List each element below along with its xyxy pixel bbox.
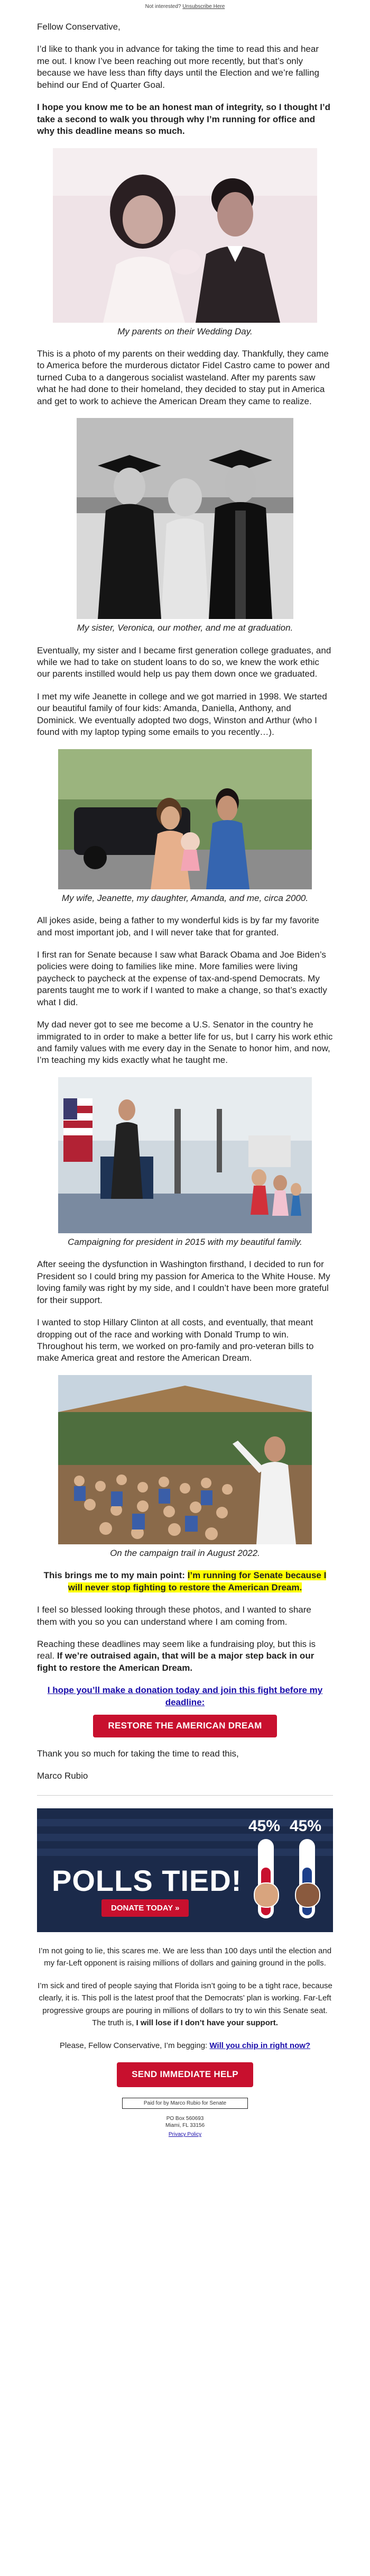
- privacy-policy-link[interactable]: Privacy Policy: [168, 2132, 202, 2138]
- intro-paragraph: I’d like to thank you in advance for taking the time to read this and hear me out. I know I’ve been reaching out more recently, but that’s only because we have less than fifty days until the Election and we’re falling behind our End of Quarter Goal.: [37, 44, 319, 90]
- senate-paragraph: I first ran for Senate because I saw what Barack Obama and Joe Biden’s policies were doing to families like mine. More families were living paycheck to paycheck at the expense of tax-and-spend Democrats. My parents taught me to work if I wanted to make a change, so that’s exactly what I did.: [37, 949, 327, 1007]
- lower-paragraph-1: I’m not going to lie, this scares me. We are less than 100 days until the election and my far-Left opponent is raising millions of dollars and gaining ground in the polls.: [38, 1946, 332, 1968]
- banner-stripe: [37, 1819, 333, 1826]
- lower-section: [37, 1945, 333, 2087]
- lower-paragraph-2-bold: I will lose if I don’t have your support.: [136, 2018, 278, 2027]
- banner-donate-button: DONATE TODAY »: [101, 1899, 189, 1917]
- divider: [37, 1795, 333, 1796]
- wife-paragraph: I met my wife Jeanette in college and we got married in 1998. We started our beautiful family of four kids: Amanda, Daniella, Anthony, and Dominick. We eventually adopted two dogs, Winston and Arthur (who I found with my laptop typing some emails to you recently…).: [37, 691, 327, 738]
- fatherhood-paragraph: All jokes aside, being a father to my wonderful kids is by far my favorite and most important job, and I will never take that for granted.: [37, 915, 319, 937]
- send-help-wrap: [37, 2062, 333, 2087]
- family-2000-photo: [58, 749, 312, 889]
- deadlines-lead: Reaching these deadlines may seem like a fundraising ploy, but this is real.: [37, 1639, 316, 1661]
- banner-stripe: [37, 1849, 333, 1856]
- begging-lead: Please, Fellow Conservative, I’m begging:: [59, 2041, 208, 2050]
- deadlines-paragraph: [37, 1639, 333, 1674]
- main-point: [37, 1570, 333, 1594]
- deadlines-bold: If we’re outraised again, that will be a major step back in our fight to restore the American Dream.: [37, 1651, 314, 1673]
- photo-caption: My parents on their Wedding Day.: [117, 326, 253, 336]
- poll-right-percent: 45%: [290, 1817, 322, 1835]
- photo-caption: Campaigning for president in 2015 with my beautiful family.: [68, 1236, 302, 1247]
- dad-paragraph: My dad never got to see me become a U.S. Senator in the country he immigrated to in order to make a better life for us, but I carry his work ethic and family values with me every day in the Senate to honor him, and now, I’m teaching my kids exactly what he taught me.: [37, 1020, 333, 1066]
- blessed-paragraph: I feel so blessed looking through these photos, and I wanted to share them with you so you can understand where I am coming from.: [37, 1605, 311, 1627]
- lower-paragraph-3: [37, 2040, 333, 2052]
- campaign-2022-photo: [58, 1375, 312, 1544]
- restore-button-wrap: [37, 1715, 333, 1737]
- donate-today-link[interactable]: I hope you’ll make a donation today and join this fight before my deadline:: [47, 1685, 323, 1707]
- parents-paragraph: This is a photo of my parents on their wedding day. Thankfully, they came to America before the murderous dictator Fidel Castro came to power and turned Cuba to a dangerous socialist wasteland. After my parents saw what he had done to their homeland, they decided to stay put in America and get to work to achieve the American Dream they came to realize.: [37, 348, 330, 406]
- unsubscribe-link[interactable]: Unsubscribe Here: [182, 3, 225, 10]
- signature: Marco Rubio: [37, 1771, 88, 1781]
- email-body: [37, 21, 333, 2138]
- polls-tied-banner[interactable]: [37, 1808, 333, 1932]
- chip-in-link[interactable]: Will you chip in right now?: [209, 2041, 311, 2050]
- footer: [37, 2098, 333, 2138]
- lower-paragraph-2: [37, 1980, 333, 2029]
- main-point-lead: This brings me to my main point:: [43, 1570, 185, 1581]
- paid-for-by-box: Paid for by Marco Rubio for Senate: [122, 2098, 248, 2109]
- footer-address-2: Miami, FL 33156: [165, 2122, 205, 2128]
- send-immediate-help-button[interactable]: SEND IMMEDIATE HELP: [117, 2062, 253, 2087]
- footer-address-1: PO Box 560693: [166, 2115, 204, 2122]
- banner-title: POLLS TIED!: [52, 1863, 242, 1897]
- parents-wedding-photo: [53, 148, 317, 323]
- photo-caption: My wife, Jeanette, my daughter, Amanda, and me, circa 2000.: [61, 893, 309, 903]
- greeting: Fellow Conservative,: [37, 22, 121, 32]
- main-point-highlight: I’m running for Senate because I will never stop fighting to restore the American Dream.: [68, 1570, 327, 1592]
- donate-link-paragraph: [37, 1685, 333, 1708]
- poll-left-percent: 45%: [248, 1817, 281, 1835]
- graduation-photo: [77, 418, 293, 619]
- thanks-paragraph: Thank you so much for taking the time to read this,: [37, 1748, 239, 1759]
- graduation-paragraph: Eventually, my sister and I became first generation college graduates, and while we had to take on student loans to do so, we knew the work ethic our parents instilled would help us pay them down once we graduated.: [37, 645, 331, 679]
- unsubscribe-prompt: Not interested?: [145, 3, 181, 10]
- photo-caption: On the campaign trail in August 2022.: [110, 1548, 260, 1558]
- campaign-2015-photo: [58, 1077, 312, 1233]
- banner-stripe: [37, 1834, 333, 1841]
- candidate-left-portrait: [254, 1882, 279, 1908]
- restore-american-dream-button[interactable]: RESTORE THE AMERICAN DREAM: [93, 1715, 276, 1737]
- photo-caption: My sister, Veronica, our mother, and me at graduation.: [77, 623, 293, 633]
- polls-banner-graphic: [37, 1808, 333, 1932]
- lower-paragraph-2-text: I’m sick and tired of people saying that Florida isn’t going to be a tight race, because clearly, it is. This poll is the latest proof that the Democrats’ plan is working. Far-Left progressive groups are pouring in millions of dollars to try to win this Senate seat. The truth is,: [38, 1981, 332, 2027]
- candidate-right-portrait: [295, 1882, 320, 1908]
- intro-bold-paragraph: I hope you know me to be an honest man of integrity, so I thought I’d take a second to walk you through why I’m running for office and why this deadline means so much.: [37, 102, 331, 136]
- hillary-paragraph: I wanted to stop Hillary Clinton at all costs, and eventually, that meant dropping out of the race and working with Donald Trump to win. Throughout his term, we worked on pro-family and pro-veteran bills to make America great and restore the American Dream.: [37, 1317, 314, 1363]
- dysfunction-paragraph: After seeing the dysfunction in Washington firsthand, I decided to run for President so I could bring my passion for America to the White House. My loving family was right by my side, and I couldn’t have been more grateful for their support.: [37, 1259, 330, 1305]
- unsubscribe-bar: [0, 0, 370, 13]
